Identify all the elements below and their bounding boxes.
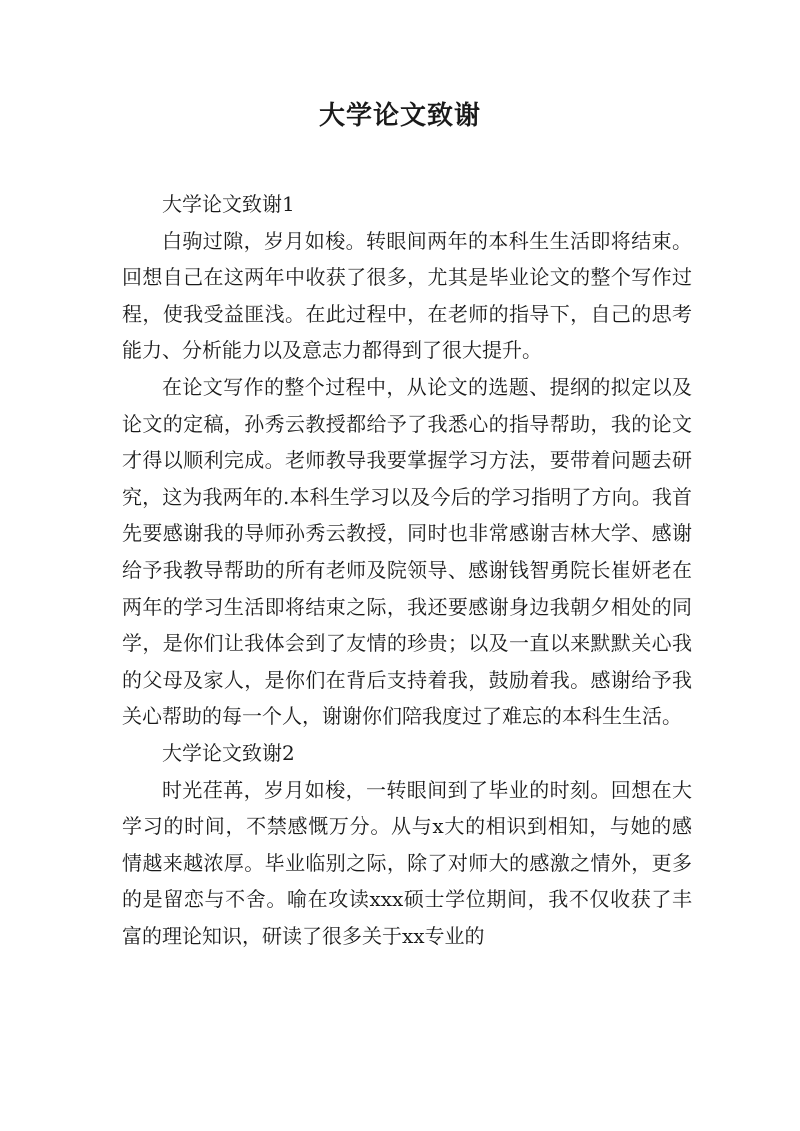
paragraph: 在论文写作的整个过程中，从论文的选题、提纲的拟定以及论文的定稿，孙秀云教授都给予了我悉心的指导帮助，我的论文才得以顺利完成。老师教导我要掌握学习方法，要带着问题去研究，这为我两年的.本科生学习以及今后的学习指明了方向。我首先要感谢我的导师孙秀云教授，同时也非常感谢吉林大学、感谢给予我教导帮助的所有老师及院领导、感谢钱智勇院长崔妍老在两年的学习生活即将结束之际，我还要感谢身边我朝夕相处的同学，是你们让我体会到了友情的珍贵；以及一直以来默默关心我的父母及家人，是你们在背后支持着我，鼓励着我。感谢给予我关心帮助的每一个人，谢谢你们陪我度过了难忘的本科生生活。	[122, 374, 692, 729]
document-body	[122, 186, 692, 954]
section-heading: 大学论文致谢1	[162, 192, 295, 216]
section-heading: 大学论文致谢2	[162, 740, 295, 765]
paragraph: 白驹过隙，岁月如梭。转眼间两年的本科生生活即将结束。回想自己在这两年中收获了很多，尤其是毕业论文的整个写作过程，使我受益匪浅。在此过程中，在老师的指导下，自己的思考能力、分析能力以及意志力都得到了很大提升。	[122, 228, 692, 363]
document-title: 大学论文致谢	[318, 101, 481, 131]
paragraph: 时光荏苒，岁月如梭，一转眼间到了毕业的时刻。回想在大学习的时间，不禁感慨万分。从与x大的相识到相知，与她的感情越来越浓厚。毕业临别之际，除了对师大的感激之情外，更多的是留恋与不舍。喻在攻读xxx硕士学位期间，我不仅收获了丰富的理论知识，研读了很多关于xx专业的	[122, 777, 692, 948]
